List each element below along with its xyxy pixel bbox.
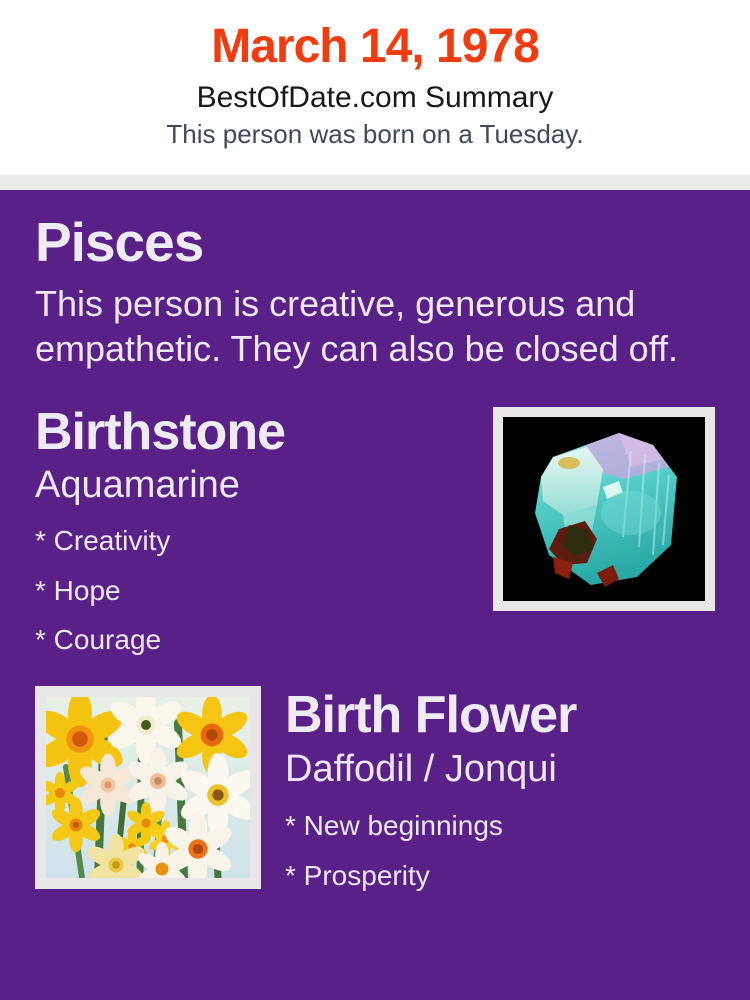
summary-body (0, 190, 750, 1000)
birthstone-photo (493, 407, 715, 611)
weekday-statement: This person was born on a Tuesday. (166, 118, 584, 149)
zodiac-section (35, 190, 715, 371)
page-title-date: March 14, 1978 (211, 20, 539, 73)
site-summary-subtitle: BestOfDate.com Summary (196, 81, 554, 115)
zodiac-description: This person is creative, generous and empathetic. They can also be closed off. (35, 282, 679, 369)
birth-flower-photo (35, 686, 261, 889)
birth-flower-text-column (261, 686, 576, 892)
birthstone-title: Birthstone (35, 402, 285, 461)
birthstone-trait: * Hope (35, 574, 121, 606)
zodiac-sign-title: Pisces (35, 211, 204, 273)
header-divider (0, 175, 750, 190)
daffodil-graphic (46, 697, 250, 878)
birthstone-trait: * Courage (35, 624, 162, 656)
birth-flower-section (35, 686, 715, 892)
aquamarine-crystal-graphic (503, 417, 705, 601)
birth-flower-name: Daffodil / Jonqui (285, 747, 557, 790)
birthstone-trait: * Creativity (35, 524, 171, 556)
birthstone-text-column (35, 402, 285, 657)
birthstone-name: Aquamarine (35, 464, 240, 507)
birth-flower-title: Birth Flower (285, 686, 577, 745)
birth-flower-trait: * New beginnings (285, 809, 503, 841)
birth-flower-trait: * Prosperity (285, 860, 430, 892)
birthstone-section (35, 402, 715, 657)
header (0, 0, 750, 175)
